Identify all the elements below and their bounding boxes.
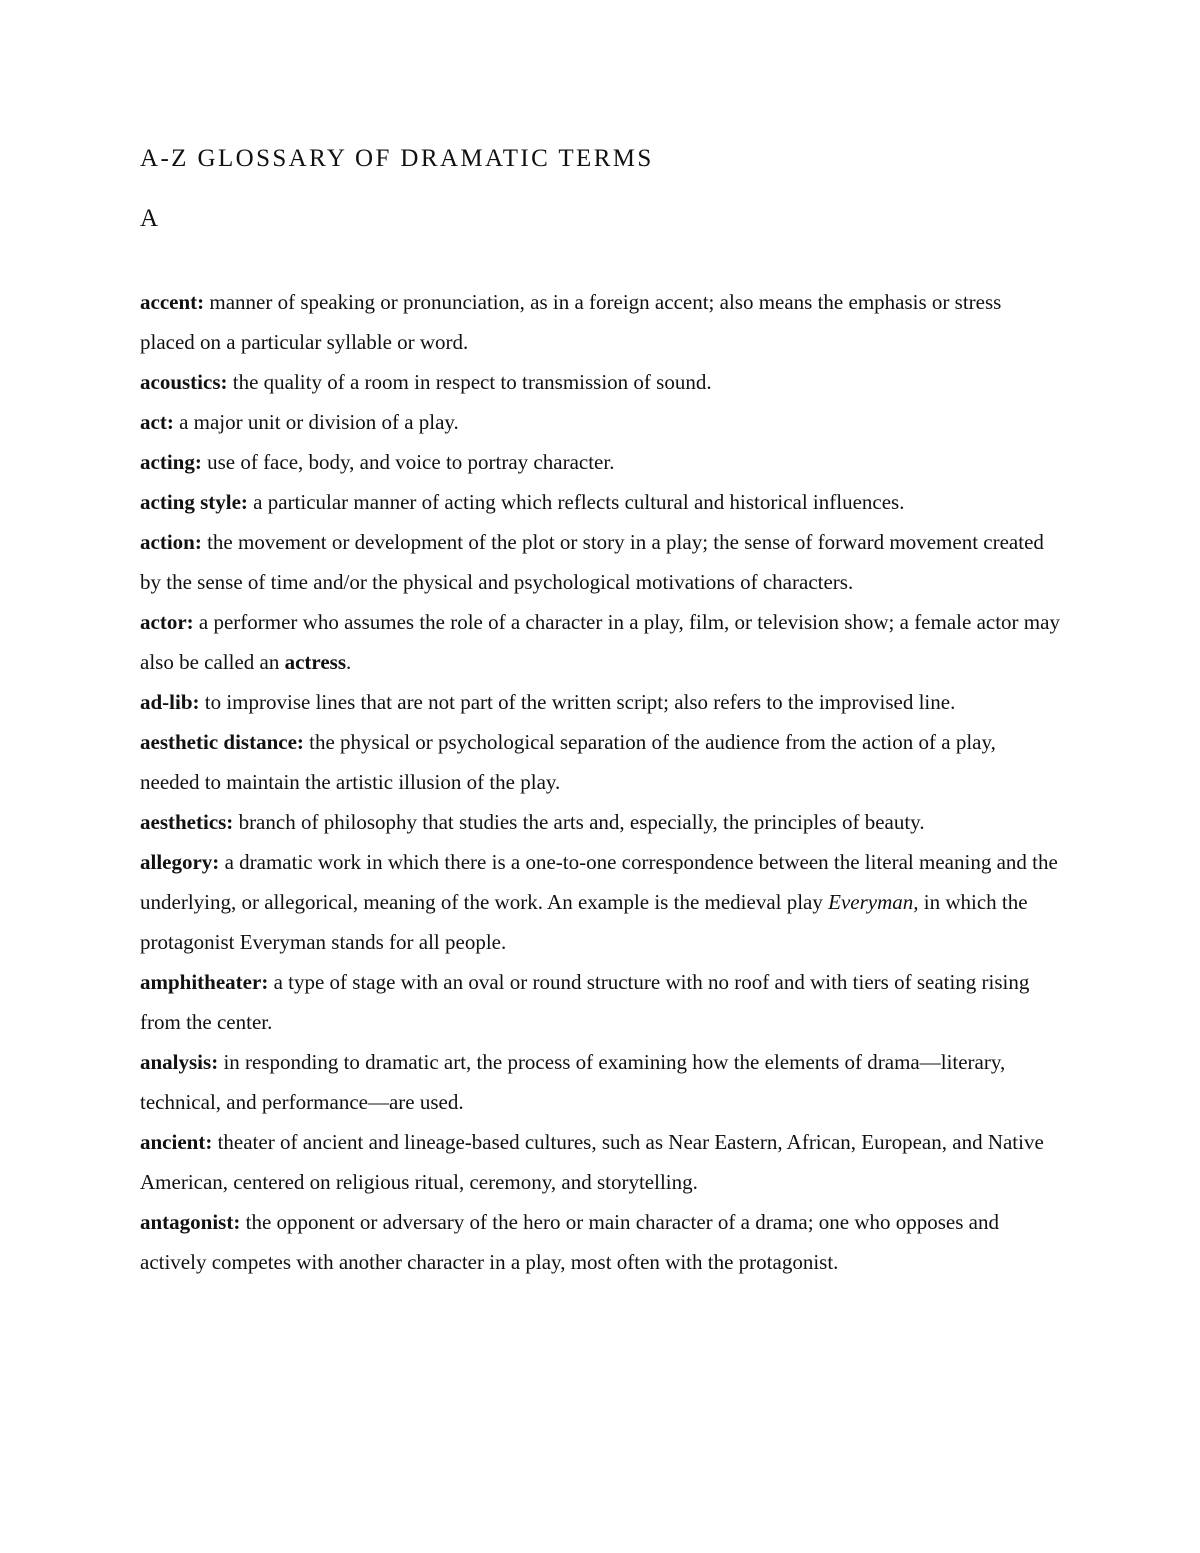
glossary-emphasis-bold: actress <box>284 650 347 674</box>
glossary-definition: use of face, body, and voice to portray character. <box>201 450 615 474</box>
glossary-entry-ancient <box>140 1122 1060 1202</box>
glossary-definition: the opponent or adversary of the hero or main character of a drama; one who opposes and actively competes with another character in a play, most often with the protagonist. <box>140 1210 999 1274</box>
glossary-term: aesthetic distance: <box>140 730 304 754</box>
glossary-entry-aesthetics <box>140 802 1060 842</box>
glossary-definition: to improvise lines that are not part of the written script; also refers to the improvised line. <box>199 690 956 714</box>
glossary-entries <box>140 282 1060 1282</box>
glossary-term: accent: <box>140 290 205 314</box>
glossary-emphasis-italic: Everyman, <box>828 890 919 914</box>
glossary-entry-antagonist <box>140 1202 1060 1282</box>
glossary-entry-acting <box>140 442 1060 482</box>
glossary-definition: the quality of a room in respect to transmission of sound. <box>227 370 712 394</box>
section-letter-heading: A <box>140 205 159 232</box>
glossary-definition: a major unit or division of a play. <box>173 410 459 434</box>
glossary-entry-action <box>140 522 1060 602</box>
glossary-entry-aesthetic-distance <box>140 722 1060 802</box>
glossary-definition: in responding to dramatic art, the process of examining how the elements of drama—literary, technical, and performance—are used. <box>140 1050 1006 1114</box>
glossary-term: actor: <box>140 610 194 634</box>
glossary-entry-amphitheater <box>140 962 1060 1042</box>
glossary-entry-analysis <box>140 1042 1060 1122</box>
glossary-definition-end: in which the protagonist Everyman stands for all people. <box>140 890 1028 954</box>
glossary-entry-allegory <box>140 842 1060 962</box>
glossary-definition-end: . <box>346 650 352 674</box>
glossary-definition: branch of philosophy that studies the arts and, especially, the principles of beauty. <box>233 810 925 834</box>
glossary-definition: manner of speaking or pronunciation, as in a foreign accent; also means the emphasis or stress placed on a particular syllable or word. <box>140 290 1002 354</box>
glossary-definition: a particular manner of acting which reflects cultural and historical influences. <box>247 490 905 514</box>
glossary-term: antagonist: <box>140 1210 241 1234</box>
glossary-entry-acoustics <box>140 362 1060 402</box>
glossary-term: ad-lib: <box>140 690 200 714</box>
glossary-term: analysis: <box>140 1050 219 1074</box>
glossary-entry-ad-lib <box>140 682 1060 722</box>
glossary-entry-actor <box>140 602 1060 682</box>
glossary-term: action: <box>140 530 202 554</box>
glossary-term: ancient: <box>140 1130 213 1154</box>
glossary-definition: the movement or development of the plot or story in a play; the sense of forward movement created by the sense of time and/or the physical and psychological motivations of characters. <box>140 530 1044 594</box>
glossary-term: amphitheater: <box>140 970 269 994</box>
document-page <box>140 140 1060 1282</box>
glossary-term: acoustics: <box>140 370 228 394</box>
glossary-term: act: <box>140 410 174 434</box>
glossary-entry-acting-style <box>140 482 1060 522</box>
glossary-entry-accent <box>140 282 1060 362</box>
glossary-definition: the physical or psychological separation of the audience from the action of a play, needed to maintain the artistic illusion of the play. <box>140 730 996 794</box>
glossary-definition: theater of ancient and lineage-based cultures, such as Near Eastern, African, European, and Native American, centered on religious ritual, ceremony, and storytelling. <box>140 1130 1044 1194</box>
glossary-entry-act <box>140 402 1060 442</box>
glossary-definition: a type of stage with an oval or round structure with no roof and with tiers of seating rising from the center. <box>140 970 1030 1034</box>
glossary-definition: a performer who assumes the role of a character in a play, film, or television show; a female actor may also be called an <box>140 610 1060 674</box>
glossary-definition: a dramatic work in which there is a one-to-one correspondence between the literal meaning and the underlying, or allegorical, meaning of the work. An example is the medieval play <box>140 850 1058 914</box>
glossary-term: acting style: <box>140 490 248 514</box>
glossary-term: aesthetics: <box>140 810 234 834</box>
glossary-term: acting: <box>140 450 202 474</box>
document-title: A-Z GLOSSARY OF DRAMATIC TERMS <box>140 145 654 172</box>
glossary-term: allegory: <box>140 850 220 874</box>
